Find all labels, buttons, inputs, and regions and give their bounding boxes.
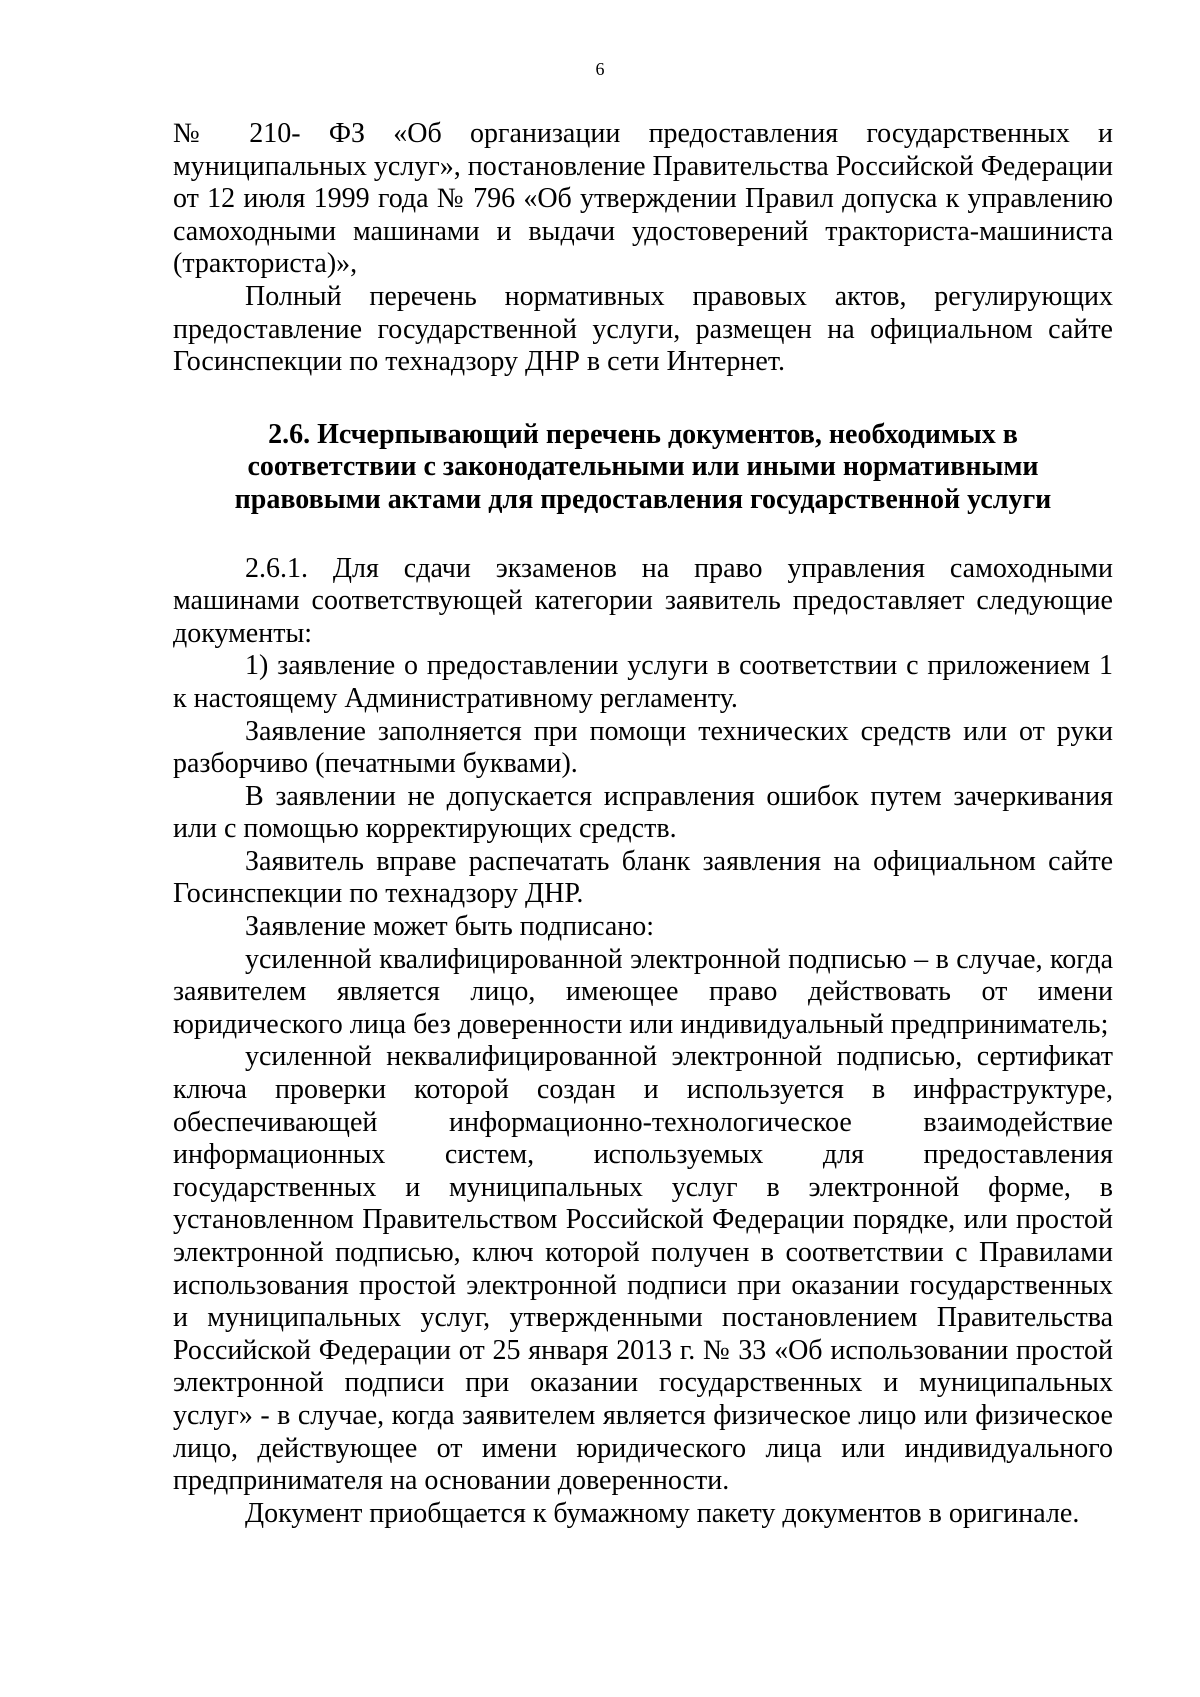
paragraph-may-be-signed: Заявление может быть подписано: bbox=[245, 911, 655, 943]
paragraph-item-1-application: 1) заявление о предоставлении услуги в соответствии с приложением 1 к настоящему Административному регламенту. bbox=[173, 650, 1113, 714]
paragraph-print-form: Заявитель вправе распечатать бланк заявления на официальном сайте Госинспекции по технадзору ДНР. bbox=[173, 845, 1113, 910]
document-body bbox=[173, 118, 1113, 1530]
paragraph-application-filling: Заявление заполняется при помощи технических средств или от руки разборчиво (печатными буквами). bbox=[173, 715, 1113, 780]
paragraph-2-6-1: 2.6.1. Для сдачи экзаменов на право управления самоходными машинами соответствующей категории заявитель предоставляет следующие документы: bbox=[173, 552, 1113, 649]
paragraph-no-corrections: В заявлении не допускается исправления ошибок путем зачеркивания или с помощью корректирующих средств. bbox=[173, 780, 1113, 845]
paragraph-full-list-of-acts: Полный перечень нормативных правовых актов, регулирующих предоставление государственной услуги, размещен на официальном сайте Госинспекции по технадзору ДНР в сети Интернет. bbox=[173, 280, 1113, 378]
paragraph-qualified-signature: усиленной квалифицированной электронной подписью – в случае, когда заявителем является лицо, имеющее право действовать от имени юридического лица без доверенности или индивидуальный предприниматель; bbox=[173, 943, 1113, 1040]
page-number: 6 bbox=[595, 59, 605, 79]
paragraph-unqualified-signature: усиленной неквалифицированной электронной подписью, сертификат ключа проверки которой создан и используется в инфраструктуре, обеспечивающей информационно-технологическое взаимодействие информационных систем, используемых для предоставления государственных и муниципальных услуг в электронной форме, в установленном Правительством Российской Федерации порядке, или простой электронной подписью, ключ которой получен в соответствии с Правилами использования простой электронной подписи при оказании государственных и муниципальных услуг, утвержденными постановлением Правительства Российской Федерации от 25 января 2013 г. № 33 «Об использовании простой электронной подписи при оказании государственных и муниципальных услуг» - в случае, когда заявителем является физическое лицо или физическое лицо, действующее от имени юридического лица или индивидуального предпринимателя на основании доверенности. bbox=[173, 1041, 1113, 1497]
paragraph-original-attached: Документ приобщается к бумажному пакету документов в оригинале. bbox=[245, 1497, 1080, 1529]
section-heading-2-6: 2.6. Исчерпывающий перечень документов, необходимых в соответствии с законодательными или иными нормативными правовыми актами для предоставления государственной услуги bbox=[234, 418, 1052, 515]
paragraph-legal-references: № 210- ФЗ «Об организации предоставления государственных и муниципальных услуг», постановление Правительства Российской Федерации от 12 июля 1999 года № 796 «Об утверждении Правил допуска к управлению самоходными машинами и выдачи удостоверений тракториста-машиниста (тракториста)», bbox=[173, 118, 1113, 280]
